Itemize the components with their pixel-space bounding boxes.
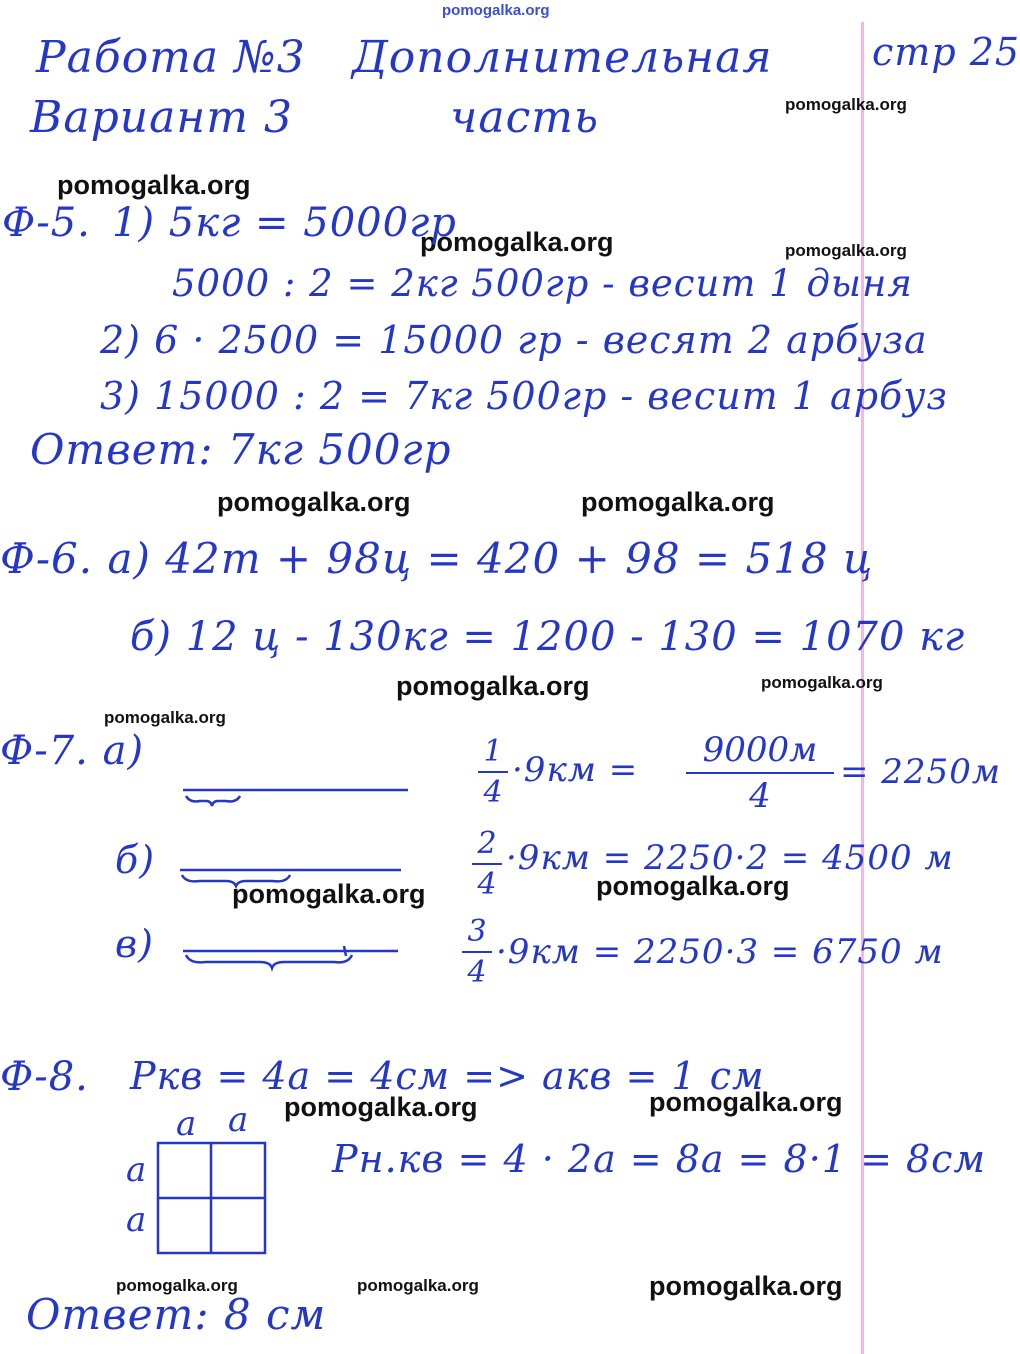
square-side-label: a xyxy=(126,1200,148,1240)
task5-label: Ф-5. xyxy=(2,200,91,246)
task7a-result: = 2250м xyxy=(840,752,1002,792)
task7c-label: в) xyxy=(115,922,154,966)
square-grid xyxy=(158,1143,265,1253)
watermark: pomogalka.org xyxy=(596,871,790,901)
watermark: pomogalka.org xyxy=(649,1271,843,1301)
watermark: pomogalka.org xyxy=(581,487,775,517)
task8-line1: Pкв = 4a = 4см => aкв = 1 см xyxy=(130,1054,765,1098)
task5-step1: 1) 5кг = 5000гр xyxy=(112,200,457,246)
watermark: pomogalka.org xyxy=(420,227,614,257)
watermark: pomogalka.org xyxy=(57,170,251,200)
watermark: pomogalka.org xyxy=(785,241,907,260)
page-number: стр 25 xyxy=(872,30,1020,74)
segment-b xyxy=(180,870,401,886)
task7-label: Ф-7. а) xyxy=(0,728,145,774)
fraction-denominator: 4 xyxy=(467,955,487,990)
extra-part-subtitle: часть xyxy=(450,92,599,143)
segment-c xyxy=(183,946,398,968)
watermark: pomogalka.org xyxy=(217,487,411,517)
variant-title: Вариант 3 xyxy=(30,92,293,143)
task8-label: Ф-8. xyxy=(0,1054,89,1100)
watermark: pomogalka.org xyxy=(116,1276,238,1295)
square-side-label: a xyxy=(176,1104,198,1144)
fraction-denominator: 4 xyxy=(749,776,771,816)
task5-answer: Ответ: 7кг 500гр xyxy=(30,425,452,474)
watermark: pomogalka.org xyxy=(104,708,226,727)
task5-step1-detail: 5000 : 2 = 2кг 500гр - весит 1 дыня xyxy=(172,262,913,305)
fraction-numerator: 1 xyxy=(483,734,503,769)
task6-part-a: Ф-6. а) 42т + 98ц = 420 + 98 = 518 ц xyxy=(0,534,874,583)
task7c-rest: ·9км = 2250·3 = 6750 м xyxy=(496,932,944,972)
task5-step2: 2) 6 · 2500 = 15000 гр - весят 2 арбуза xyxy=(100,318,928,362)
work-title: Работа №3 xyxy=(36,32,306,83)
task8-answer: Ответ: 8 см xyxy=(26,1290,327,1339)
square-side-label: a xyxy=(228,1100,250,1140)
watermark: pomogalka.org xyxy=(649,1087,843,1117)
watermark: pomogalka.org xyxy=(761,673,883,692)
fraction-numerator: 2 xyxy=(477,826,497,861)
fraction-denominator: 4 xyxy=(477,867,497,902)
watermark: pomogalka.org xyxy=(396,671,590,701)
task7b-label: б) xyxy=(115,838,156,882)
fraction-numerator: 9000м xyxy=(702,730,818,770)
task5-step3: 3) 15000 : 2 = 7кг 500гр - весит 1 арбуз xyxy=(100,374,948,418)
fraction-numerator: 3 xyxy=(467,914,487,949)
watermark: pomogalka.org xyxy=(357,1276,479,1295)
task8-line2: Pн.кв = 4 · 2a = 8a = 8·1 = 8см xyxy=(332,1137,986,1181)
fraction-denominator: 4 xyxy=(483,775,503,810)
task7b-rest: ·9км = 2250·2 = 4500 м xyxy=(506,838,954,878)
task7a-multiply: ·9км = xyxy=(512,750,639,790)
task6-part-b: б) 12 ц - 130кг = 1200 - 130 = 1070 кг xyxy=(130,614,966,660)
watermark: pomogalka.org xyxy=(284,1092,478,1122)
segment-a xyxy=(183,790,408,806)
watermark: pomogalka.org xyxy=(785,95,907,114)
square-side-label: a xyxy=(126,1150,148,1190)
watermark: pomogalka.org xyxy=(442,2,550,19)
watermark: pomogalka.org xyxy=(232,879,426,909)
extra-part-title: Дополнительная xyxy=(352,32,773,83)
